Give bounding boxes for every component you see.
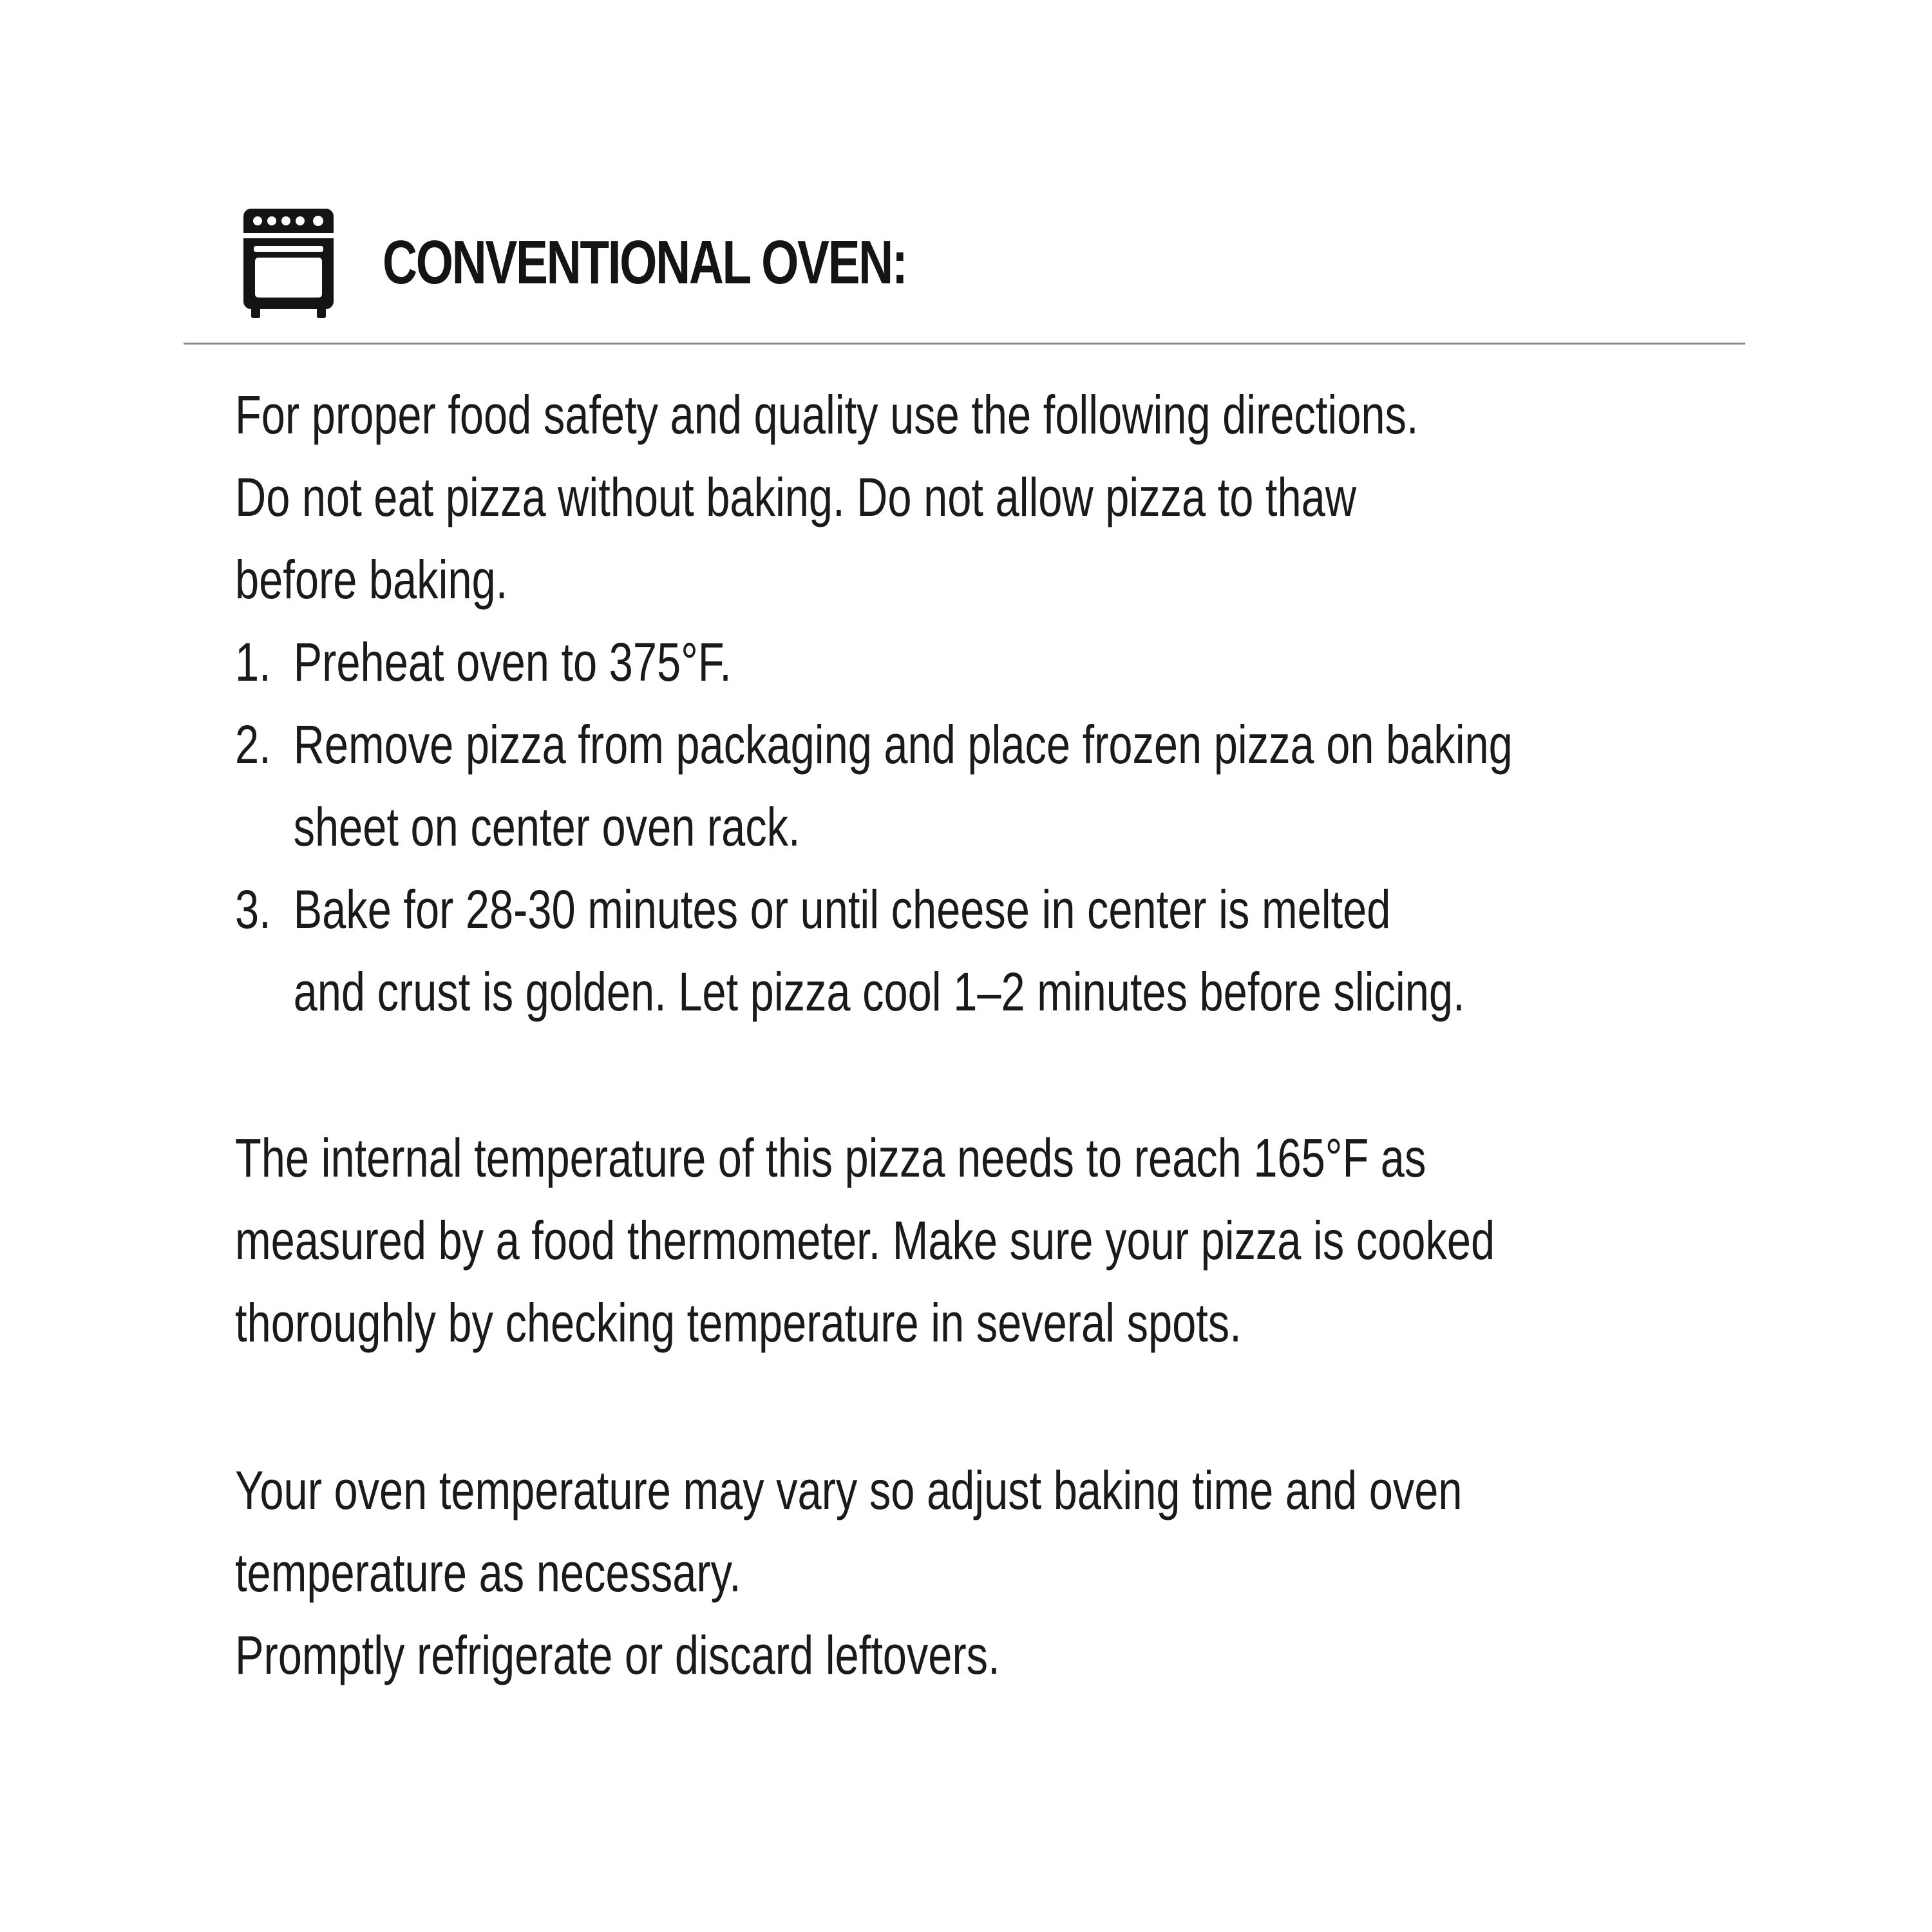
- leftovers-note: Promptly refrigerate or discard leftovers.: [235, 1625, 1000, 1685]
- direction-step-3: [235, 868, 1771, 1033]
- oven-icon: [240, 205, 337, 321]
- directions-list: [235, 621, 1771, 1033]
- temperature-note-line: thoroughly by checking temperature in several spots.: [235, 1293, 1242, 1353]
- step-text: and crust is golden. Let pizza cool 1–2 minutes before slicing.: [293, 961, 1465, 1022]
- section-header: [240, 205, 1054, 321]
- section-heading: CONVENTIONAL OVEN:: [383, 228, 907, 297]
- step-text: Bake for 28-30 minutes or until cheese in center is melted: [293, 879, 1391, 940]
- intro-line: For proper food safety and quality use the following directions.: [235, 384, 1419, 445]
- intro-line: before baking.: [235, 549, 508, 610]
- step-text: Remove pizza from packaging and place frozen pizza on baking: [293, 714, 1513, 775]
- intro-paragraph: [235, 374, 1771, 621]
- variance-note: [235, 1449, 1771, 1696]
- temperature-note-line: The internal temperature of this pizza needs to reach 165°F as: [235, 1128, 1426, 1188]
- step-number: 3.: [235, 879, 271, 940]
- temperature-note-line: measured by a food thermometer. Make sure your pizza is cooked: [235, 1210, 1495, 1271]
- intro-line: Do not eat pizza without baking. Do not allow pizza to thaw: [235, 467, 1356, 527]
- direction-step-2: [235, 703, 1771, 868]
- step-text: Preheat oven to 375°F.: [293, 632, 732, 692]
- direction-step-1: [235, 621, 1771, 703]
- step-number: 2.: [235, 714, 271, 775]
- step-text: sheet on center oven rack.: [293, 797, 800, 857]
- variance-note-line: temperature as necessary.: [235, 1542, 741, 1603]
- header-divider: [184, 343, 1745, 345]
- temperature-note: [235, 1117, 1771, 1364]
- variance-note-line: Your oven temperature may vary so adjust baking time and oven: [235, 1460, 1463, 1520]
- step-number: 1.: [235, 632, 271, 692]
